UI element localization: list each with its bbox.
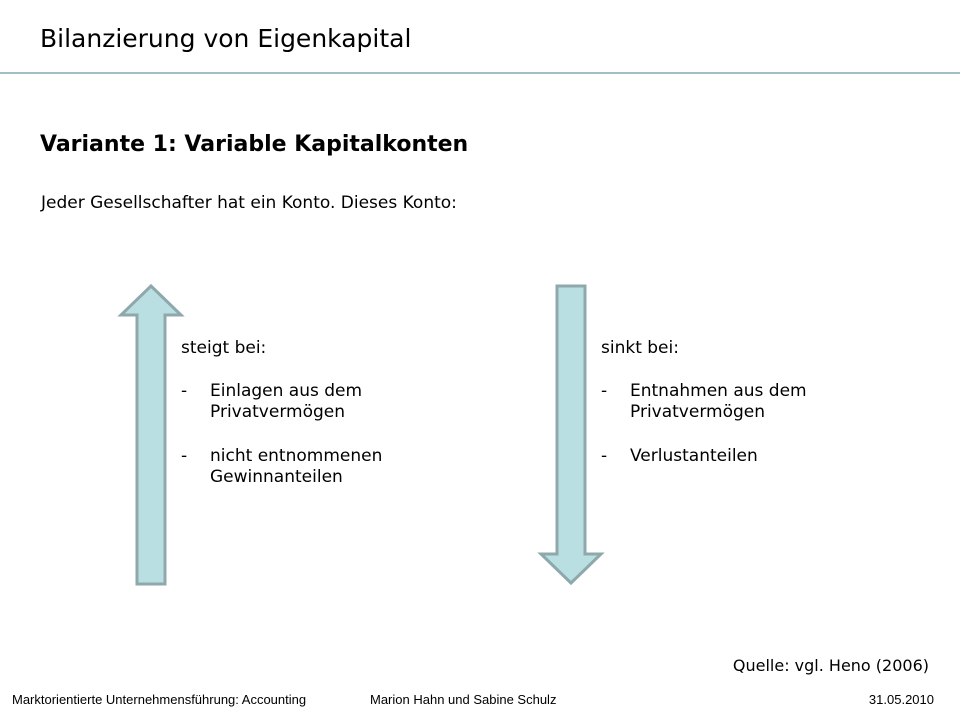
increase-item-text: nicht entnommenen Gewinnanteilen bbox=[210, 446, 383, 487]
list-item bbox=[181, 381, 382, 423]
decrease-item-text: Verlustanteilen bbox=[630, 446, 758, 466]
arrow-up-shape bbox=[121, 286, 181, 584]
slide-intro-text: Jeder Gesellschafter hat ein Konto. Dieses Konto: bbox=[41, 193, 457, 213]
increase-column bbox=[181, 338, 382, 511]
decrease-list bbox=[601, 381, 807, 467]
list-dash: - bbox=[181, 381, 188, 401]
list-dash: - bbox=[601, 381, 608, 401]
decrease-item-text: Entnahmen aus dem Privatvermögen bbox=[630, 381, 807, 422]
increase-title: steigt bei: bbox=[181, 338, 267, 358]
list-dash: - bbox=[181, 446, 188, 466]
increase-item-text: Einlagen aus dem Privatvermögen bbox=[210, 381, 363, 422]
decrease-title: sinkt bei: bbox=[601, 338, 679, 358]
footer-course-title: Marktorientierte Unternehmensführung: Accounting bbox=[12, 692, 307, 707]
increase-list bbox=[181, 381, 382, 488]
list-dash: - bbox=[601, 446, 608, 466]
footer-authors: Marion Hahn und Sabine Schulz bbox=[370, 692, 557, 707]
arrow-up-icon bbox=[118, 284, 184, 586]
arrow-down-icon bbox=[538, 284, 604, 586]
footer-date: 31.05.2010 bbox=[868, 692, 934, 707]
slide-heading: Variante 1: Variable Kapitalkonten bbox=[40, 132, 469, 157]
source-citation: Quelle: vgl. Heno (2006) bbox=[732, 656, 929, 675]
slide-header-title: Bilanzierung von Eigenkapital bbox=[40, 24, 412, 53]
list-item bbox=[601, 381, 807, 423]
list-item bbox=[601, 446, 807, 467]
header-divider bbox=[0, 72, 960, 74]
list-item bbox=[181, 446, 382, 488]
decrease-column bbox=[601, 338, 807, 490]
arrow-down-shape bbox=[541, 286, 601, 583]
